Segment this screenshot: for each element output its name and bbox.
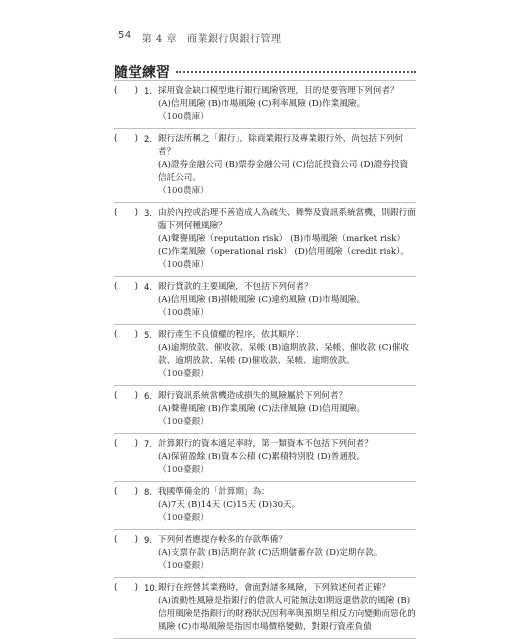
- question-number: 1.: [144, 86, 152, 96]
- question-options: (A)支票存款 (B)活期存款 (C)活期儲蓄存款 (D)定期存款。: [158, 548, 383, 558]
- question-number: 8.: [144, 487, 152, 497]
- question-source: （100臺銀）: [158, 369, 209, 379]
- question-source: （100農庫）: [158, 260, 209, 270]
- question-text: 銀行在經營其業務時，會面對諸多風險，下列敘述何者正確？: [158, 583, 391, 593]
- answer-blank: ( ): [114, 330, 138, 340]
- question-number: 5.: [144, 330, 152, 340]
- page-number: 54: [118, 30, 132, 41]
- section-title-row: [114, 62, 416, 82]
- question-body: [158, 329, 416, 381]
- question-source: （100臺銀）: [158, 465, 209, 475]
- question-number: 9.: [144, 535, 152, 545]
- question-item: [114, 80, 416, 129]
- question-options: (A)信用風險 (B)市場風險 (C)利率風險 (D)作業風險。: [158, 99, 366, 109]
- question-number: 10.: [144, 583, 158, 593]
- question-source: （100農庫）: [158, 112, 209, 122]
- question-number: 6.: [144, 391, 152, 401]
- question-item: [114, 203, 416, 277]
- question-body: [158, 534, 416, 573]
- question-text: 下列何者應提存較多的存款準備？: [158, 535, 287, 545]
- title-dotted-leader: [176, 65, 416, 73]
- question-text: 銀行法所稱之「銀行」，除商業銀行及專業銀行外，尚包括下列何者？: [158, 134, 403, 157]
- question-source: （100農庫）: [158, 308, 209, 318]
- question-item: [114, 482, 416, 530]
- question-options: (A)逾期放款、催收款、呆帳 (B)逾期放款、呆帳、催收款 (C)催收款、逾期放款、呆帳 (D)催收款、呆帳、逾期放款。: [158, 343, 409, 366]
- question-body: [158, 582, 416, 634]
- question-options: (A)證券金融公司 (B)票券金融公司 (C)信託投資公司 (D)證券投資信託公司。: [158, 160, 409, 183]
- question-item: [114, 578, 416, 639]
- question-number: 2.: [144, 134, 152, 144]
- question-options: (A)7天 (B)14天 (C)15天 (D)30天。: [158, 500, 301, 510]
- answer-blank: ( ): [114, 208, 138, 218]
- question-item: [114, 434, 416, 482]
- question-body: [158, 85, 416, 124]
- question-source: （100臺銀）: [158, 513, 209, 523]
- question-body: [158, 133, 416, 198]
- question-text: 我國準備金的「計算期」為：: [158, 487, 270, 497]
- question-options: (A)流動性風險是指銀行的借款人可能無法如期返還借款的風險 (B)信用風險是指銀行的財務狀況因利率與預期呈相反方向變動而惡化的風險 (C)市場風險是指因市場價格變動，對銀行資產負債: [158, 596, 416, 632]
- question-text: 由於內控或治理不善造成人為疏失、舞弊及資訊系統當機，則銀行面臨下列何種風險？: [158, 208, 416, 231]
- question-text: 銀行產生不良債權的程序，依其順序：: [158, 330, 305, 340]
- question-item: [114, 325, 416, 386]
- question-body: [158, 281, 416, 320]
- question-text: 銀行資訊系統當機造成損失的風險屬於下列何者？: [158, 391, 348, 401]
- question-body: [158, 207, 416, 272]
- answer-blank: ( ): [114, 134, 138, 144]
- question-body: [158, 486, 416, 525]
- question-options: (A)信用風險 (B)損帳風險 (C)違約風險 (D)市場風險。: [158, 295, 366, 305]
- question-number: 4.: [144, 282, 152, 292]
- question-source: （100農庫）: [158, 186, 209, 196]
- chapter-title: 商業銀行與銀行管理: [186, 34, 282, 45]
- section-title: 隨堂練習: [114, 65, 170, 81]
- question-number: 3.: [144, 208, 152, 218]
- question-list: [114, 80, 416, 639]
- chapter-label: 第 4 章: [141, 34, 177, 45]
- question-text: 銀行貸款的主要風險，不包括下列何者？: [158, 282, 313, 292]
- question-body: [158, 390, 416, 429]
- page-header: [118, 30, 281, 45]
- question-item: [114, 386, 416, 434]
- question-item: [114, 530, 416, 578]
- answer-blank: ( ): [114, 583, 138, 593]
- answer-blank: ( ): [114, 282, 138, 292]
- question-text: 計算銀行的資本適足率時，第一類資本不包括下列何者？: [158, 439, 373, 449]
- answer-blank: ( ): [114, 535, 138, 545]
- answer-blank: ( ): [114, 86, 138, 96]
- question-number: 7.: [144, 439, 152, 449]
- question-options: (A)聲譽風險（reputation risk） (B)市場風險（market risk） (C)作業風險（operational risk） (D)信用風險（credit risk）。: [158, 234, 409, 257]
- answer-blank: ( ): [114, 391, 138, 401]
- question-source: （100臺銀）: [158, 561, 209, 571]
- question-options: (A)聲譽風險 (B)作業風險 (C)法律風險 (D)信用風險。: [158, 404, 366, 414]
- answer-blank: ( ): [114, 487, 138, 497]
- answer-blank: ( ): [114, 439, 138, 449]
- question-options: (A)保留盈餘 (B)資本公積 (C)累積特別股 (D)普通股。: [158, 452, 366, 462]
- question-item: [114, 129, 416, 203]
- question-item: [114, 277, 416, 325]
- question-source: （100臺銀）: [158, 417, 209, 427]
- question-text: 採用資金缺口模型進行銀行風險管理，目的是要管理下列何者？: [158, 86, 399, 96]
- question-body: [158, 438, 416, 477]
